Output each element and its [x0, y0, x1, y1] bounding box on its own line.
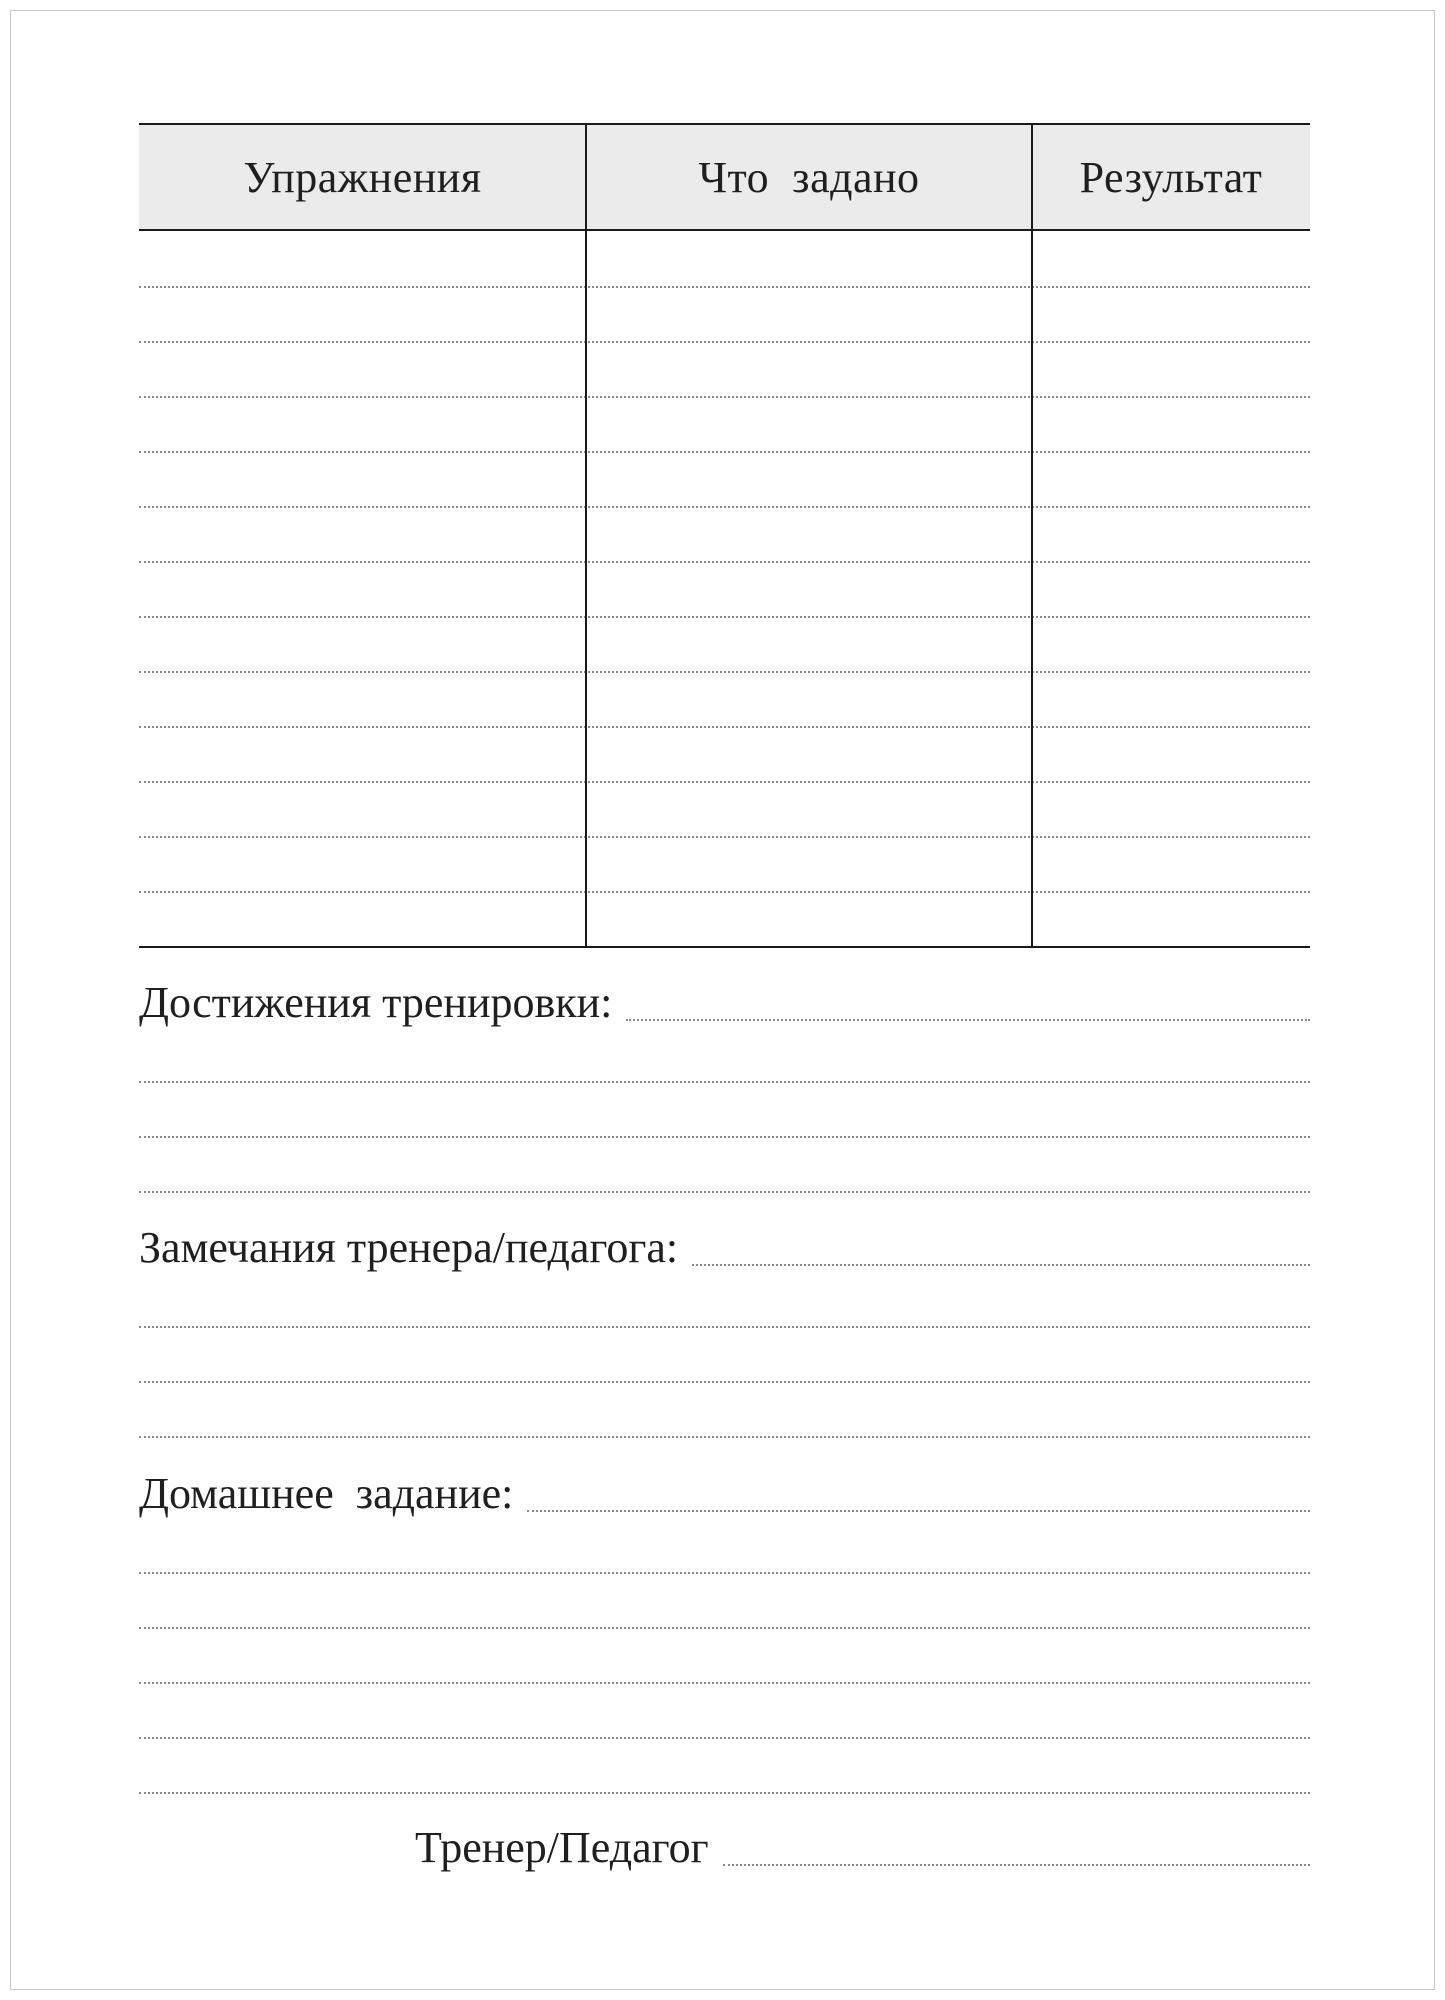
- table-row[interactable]: [139, 506, 1310, 508]
- table-row[interactable]: [139, 726, 1310, 728]
- table-row[interactable]: [139, 286, 1310, 288]
- column-divider: [1031, 123, 1033, 948]
- table-row[interactable]: [139, 561, 1310, 563]
- coach-notes-label: Замечания тренера/педагога:: [139, 1223, 679, 1272]
- writing-line[interactable]: [139, 1191, 1310, 1193]
- table-row[interactable]: [139, 451, 1310, 453]
- signature-line: [415, 1820, 1310, 1870]
- table-row[interactable]: [139, 836, 1310, 838]
- achievements-heading: [139, 975, 1310, 1025]
- table-row[interactable]: [139, 396, 1310, 398]
- writing-line[interactable]: [139, 1737, 1310, 1739]
- achievements-fill-line[interactable]: [626, 1019, 1310, 1021]
- writing-line[interactable]: [139, 1381, 1310, 1383]
- table-body[interactable]: [139, 231, 1310, 946]
- writing-line[interactable]: [139, 1081, 1310, 1083]
- writing-line[interactable]: [139, 1436, 1310, 1438]
- coach-notes-fill-line[interactable]: [692, 1264, 1310, 1266]
- table-row[interactable]: [139, 616, 1310, 618]
- header-assigned: Что задано: [698, 152, 920, 202]
- header-exercises: Упражнения: [243, 152, 482, 202]
- signature-fill-line[interactable]: [723, 1864, 1310, 1866]
- signature-label: Тренер/Педагог: [415, 1823, 709, 1872]
- homework-label: Домашнее задание:: [139, 1469, 514, 1518]
- writing-line[interactable]: [139, 1792, 1310, 1794]
- exercise-log-table: [139, 123, 1310, 948]
- writing-line[interactable]: [139, 1572, 1310, 1574]
- coach-notes-heading: [139, 1220, 1310, 1270]
- writing-line[interactable]: [139, 1136, 1310, 1138]
- table-bottom-rule: [139, 946, 1310, 948]
- writing-line[interactable]: [139, 1326, 1310, 1328]
- table-row[interactable]: [139, 891, 1310, 893]
- writing-line[interactable]: [139, 1627, 1310, 1629]
- homework-heading: [139, 1466, 1310, 1516]
- homework-fill-line[interactable]: [527, 1510, 1310, 1512]
- table-row[interactable]: [139, 781, 1310, 783]
- writing-line[interactable]: [139, 1682, 1310, 1684]
- achievements-label: Достижения тренировки:: [139, 978, 613, 1027]
- column-divider: [585, 123, 587, 948]
- header-result: Результат: [1079, 152, 1263, 202]
- table-row[interactable]: [139, 341, 1310, 343]
- table-row[interactable]: [139, 671, 1310, 673]
